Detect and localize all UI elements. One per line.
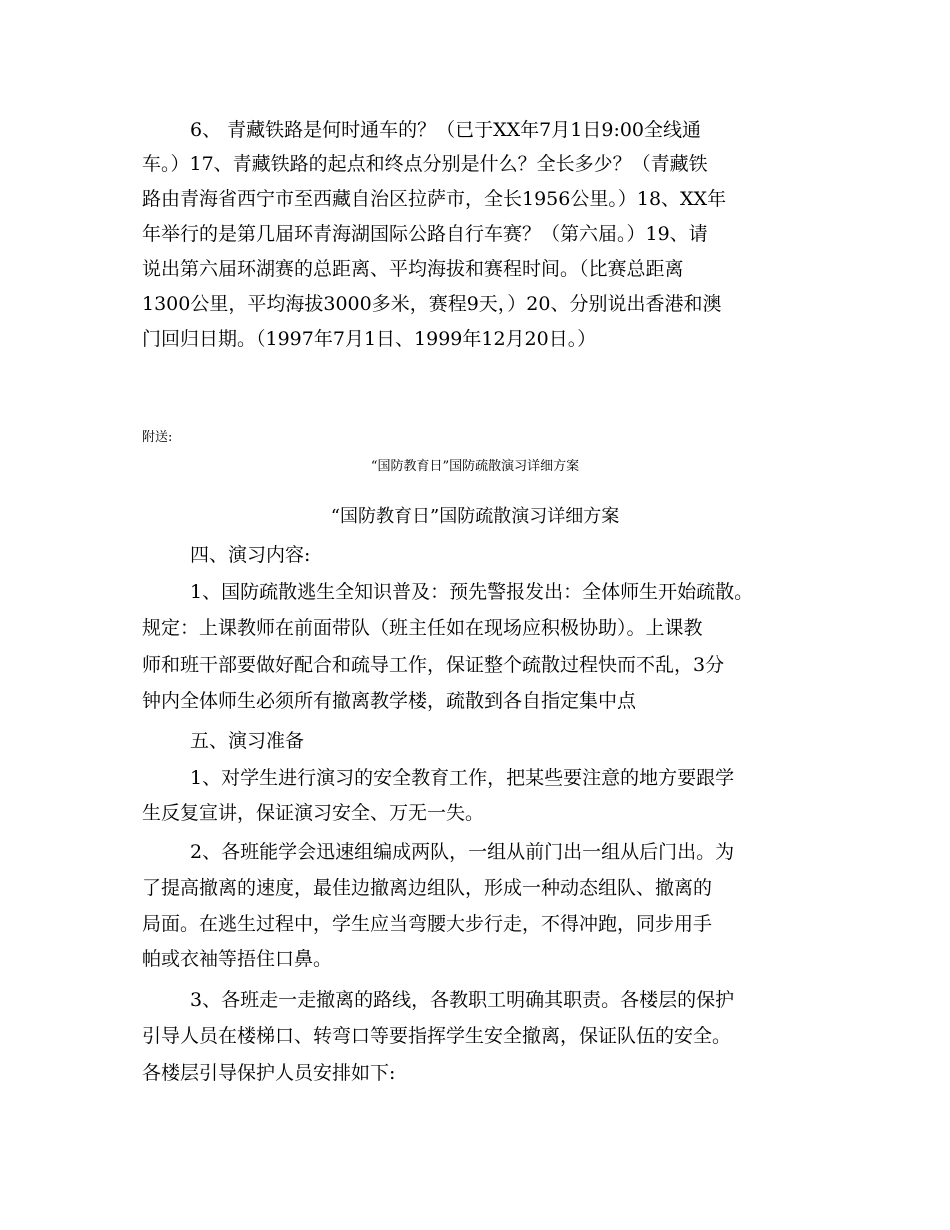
- s5-p2-line-1: 2、各班能学会迅速组编成两队，一组从前门出一组从后门出。为: [190, 841, 735, 863]
- s5-p3-line-2: 引导人员在楼梯口、转弯口等要指挥学生安全撤离，保证队伍的安全。: [142, 1025, 732, 1047]
- s4-p1-line-1: 1、国防疏散逃生全知识普及：预先警报发出：全体师生开始疏散。: [190, 581, 754, 603]
- s4-p1-line-3: 师和班干部要做好配合和疏导工作，保证整个疏散过程快而不乱，3分: [142, 654, 725, 676]
- s4-p1-line-4: 钟内全体师生必须所有撤离教学楼，疏散到各自指定集中点: [142, 690, 637, 712]
- document-title: “国防教育日”国防疏散演习详细方案: [330, 506, 620, 527]
- s5-p1-line-1: 1、对学生进行演习的安全教育工作，把某些要注意的地方要跟学: [190, 767, 735, 789]
- s5-p2-line-2: 了提高撤离的速度，最佳边撤离边组队，形成一种动态组队、撤离的: [142, 877, 713, 899]
- quiz-line-2: 车。）17、青藏铁路的起点和终点分别是什么？全长多少？（青藏铁: [142, 153, 708, 175]
- section-5-heading: 五、演习准备: [190, 730, 305, 752]
- s5-p3-line-1: 3、各班走一走撤离的路线，各教职工明确其职责。各楼层的保护: [190, 989, 735, 1011]
- quiz-line-3: 路由青海省西宁市至西藏自治区拉萨市，全长1956公里。）18、XX年: [142, 188, 727, 210]
- s5-p2-line-4: 帕或衣袖等捂住口鼻。: [142, 948, 333, 970]
- quiz-line-7: 门回归日期。（1997年7月1日、1999年12月20日。）: [142, 328, 597, 350]
- quiz-line-4: 年举行的是第几届环青海湖国际公路自行车赛？（第六届。）19、请: [142, 223, 708, 245]
- s5-p3-line-3: 各楼层引导保护人员安排如下:: [142, 1062, 396, 1084]
- s5-p1-line-2: 生反复宣讲，保证演习安全、万无一失。: [142, 802, 485, 824]
- appendix-small-title: “国防教育日”国防疏散演习详细方案: [370, 459, 580, 474]
- quiz-line-5: 说出第六届环湖赛的总距离、平均海拔和赛程时间。（比赛总距离: [142, 258, 684, 280]
- appendix-label: 附送:: [142, 430, 173, 445]
- s4-p1-line-2: 规定：上课教师在前面带队（班主任如在现场应积极协助）。上课教: [142, 617, 703, 639]
- quiz-line-6: 1300公里，平均海拔3000多米，赛程9天，）20、分别说出香港和澳: [142, 293, 722, 315]
- s5-p2-line-3: 局面。在逃生过程中，学生应当弯腰大步行走，不得冲跑，同步用手: [142, 913, 713, 935]
- quiz-line-1: 6、 青藏铁路是何时通车的？（已于XX年7月1日9:00全线通: [190, 119, 702, 141]
- section-4-heading: 四、演习内容:: [190, 544, 311, 566]
